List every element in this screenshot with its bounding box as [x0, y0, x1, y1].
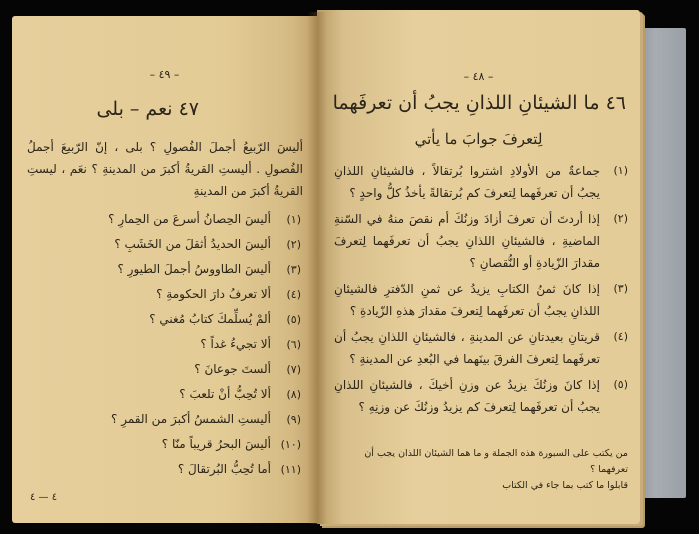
list-item — [31, 412, 301, 437]
item-text: أليسَ الحديدُ أثقلَ من الخَشَبِ ؟ — [114, 237, 271, 251]
book-back-cover — [634, 28, 686, 498]
item-number: (٤) — [286, 288, 301, 301]
right-lesson-heading: ٤٦ ما الشيئانِ اللذانِ يجبُ أن تعرفَهما — [332, 92, 626, 114]
item-text: أليسَ الحِصانُ أسرعَ من الحِمارِ ؟ — [108, 212, 271, 226]
item-text: إذا كانَ ثمنُ الكتابِ يزيدُ عن ثمنِ الدّفترِ فالشيئانِ اللذانِ يجبُ أن تعرفَهما لِتعرفَ مقدارَ هذهِ الزّيادةِ ؟ — [334, 282, 600, 318]
item-number: (٥) — [286, 313, 301, 326]
left-lesson-heading: ٤٧ نعم – بلى — [96, 98, 199, 120]
list-item — [31, 462, 301, 487]
list-item — [334, 160, 628, 204]
list-item — [31, 237, 301, 262]
item-number: (١) — [286, 213, 301, 226]
list-item — [334, 208, 628, 274]
item-text: ألا تُحِبُّ أنْ تلعبَ ؟ — [179, 387, 271, 401]
list-item — [31, 312, 301, 337]
item-text: ألا تعرفُ دارَ الحكومةِ ؟ — [156, 287, 271, 301]
left-page — [12, 16, 317, 523]
list-item — [31, 287, 301, 312]
list-item — [31, 387, 301, 412]
footnote-line-2: قابلوا ما كتب بما جاء في الكتاب — [502, 480, 628, 491]
item-number: (٣) — [613, 282, 628, 295]
item-text: ألمْ يُسلِّمكَ كتابُ مُغني ؟ — [149, 312, 271, 326]
item-text: أما تُحِبُّ البُرتقالَ ؟ — [177, 462, 271, 476]
left-intro-example: أليسَ الرّبيعُ أجملَ الفُصولِ ؟ بلى ، إنّ الرّبيعَ أجملُ الفُصولِ . أليستِ القريةُ أكبرَ من المدينةِ ؟ نعَم ، ليستِ القريةُ أكبرَ من المدينةِ — [27, 140, 303, 198]
item-number: (٢) — [286, 238, 301, 251]
item-number: (٥) — [613, 378, 628, 391]
right-page — [317, 10, 640, 524]
left-page-number: – ٤٩ – — [149, 68, 180, 81]
item-number: (٧) — [286, 363, 301, 376]
item-number: (١) — [613, 164, 628, 177]
item-text: أليسَ البحرُ قريباً منّا ؟ — [161, 437, 271, 451]
right-page-number: – ٤٨ – — [463, 70, 494, 83]
item-number: (٦) — [286, 338, 301, 351]
list-item — [31, 212, 301, 237]
item-number: (٢) — [613, 212, 628, 225]
right-subheading: لِتعرفَ جوابَ ما يأتي — [414, 130, 543, 148]
item-number: (٨) — [286, 388, 301, 401]
list-item — [31, 437, 301, 462]
footnote — [334, 446, 628, 494]
list-item — [31, 362, 301, 387]
item-text: أليسَ الطاووسُ أجملَ الطيورِ ؟ — [117, 262, 271, 276]
item-text: أليستِ الشمسُ أكبرَ من القمرِ ؟ — [111, 412, 271, 426]
item-number: (١١) — [280, 463, 301, 476]
item-text: إذا أردتَ أن تعرفَ أزادَ وزنُكَ أم نقصَ منهُ في السّنةِ الماضيةِ ، فالشيئانِ اللذانِ يجبُ أن تعرفَهما لِتعرفَ مقدارَ الزّيادةِ أو النُّقصانِ ؟ — [334, 212, 600, 270]
item-number: (١٠) — [280, 438, 301, 451]
item-text: ألا تجيءُ غداً ؟ — [200, 337, 271, 351]
item-number: (٣) — [286, 263, 301, 276]
list-item — [334, 326, 628, 370]
printer-signature-mark: ٤ — ٤ — [30, 492, 58, 503]
exercise-list — [334, 160, 628, 422]
item-text: ألستَ جوعانَ ؟ — [194, 362, 271, 376]
footnote-line-1: من يكتب على السبورة هذه الجملة و ما هما الشيئان اللذان يجب أن تعرفهما ؟ — [364, 448, 628, 475]
item-number: (٤) — [613, 330, 628, 343]
item-number: (٩) — [286, 413, 301, 426]
item-text: قريتانِ بعيدتانِ عن المدينةِ ، فالشيئانِ اللذانِ يجبُ أن تعرفَهما لِتعرفَ الفرقَ بينَهما في البُعدِ عن المدينةِ ؟ — [334, 330, 600, 366]
item-text: جماعةٌ من الأولادِ اشتروا بُرتقالاً ، فالشيئانِ اللذانِ يجبُ أن تعرفَهما لِتعرفَ كم بُرتقالةً يأخذُ كلُّ واحدٍ ؟ — [334, 164, 600, 200]
list-item — [334, 374, 628, 418]
question-list — [31, 212, 301, 487]
list-item — [31, 262, 301, 287]
item-text: إذا كانَ وزنُكَ يزيدُ عن وزنِ أخيكَ ، فالشيئانِ اللذانِ يجبُ أن تعرفَهما لِتعرفَ كم يزيدُ وزنُكَ عن وزنِهِ ؟ — [334, 378, 600, 414]
list-item — [334, 278, 628, 322]
list-item — [31, 337, 301, 362]
